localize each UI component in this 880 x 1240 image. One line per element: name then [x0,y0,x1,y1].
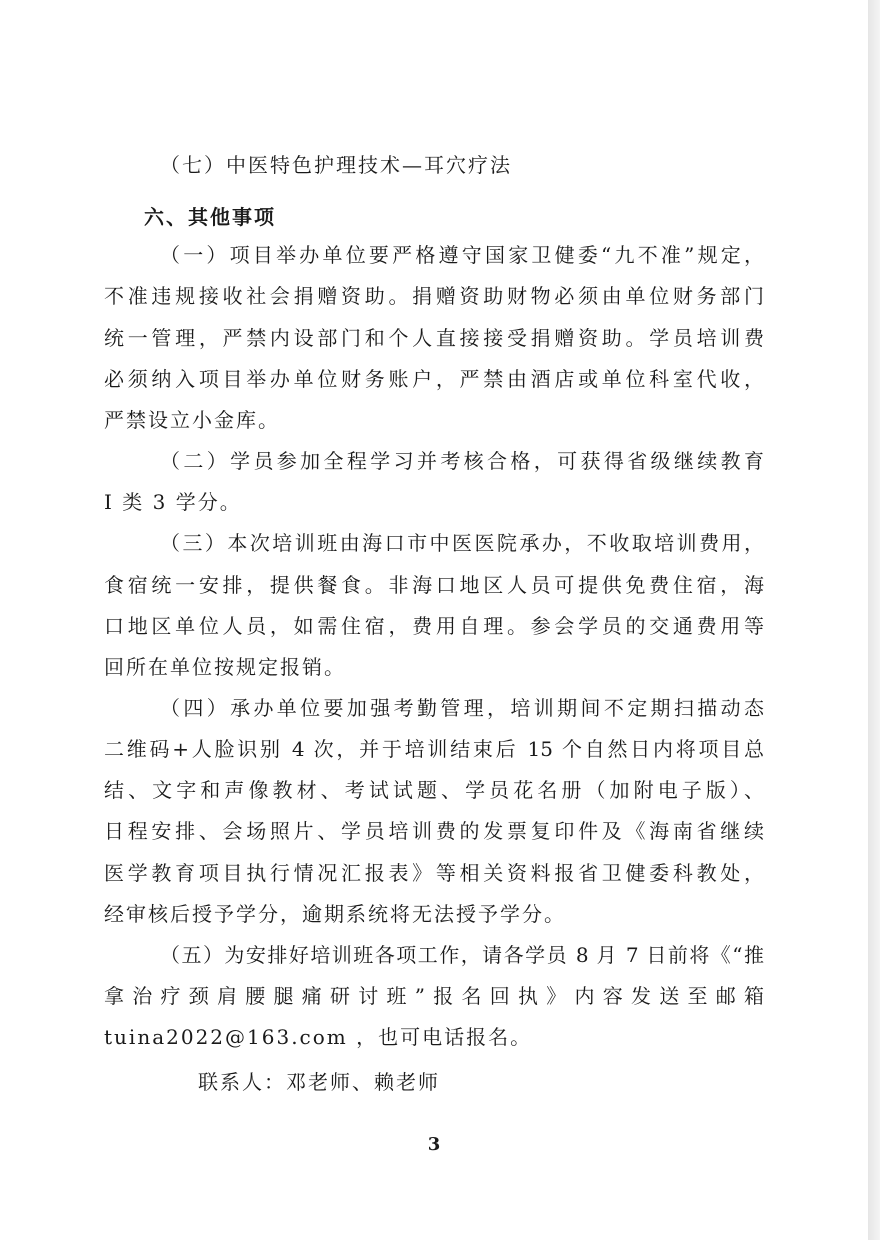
paragraph-4-line-2: 二维码+人脸识别 4 次，并于培训结束后 15 个自然日内将项目总 [104,737,764,761]
paragraph-2-line-2: I 类 3 学分。 [104,490,242,514]
page-edge-shadow [868,0,880,1240]
paragraph-4-line-4: 日程安排、会场照片、学员培训费的发票复印件及《海南省继续 [104,819,764,843]
paragraph-3-line-3: 口地区单位人员，如需住宿，费用自理。参会学员的交通费用等 [104,614,764,638]
page-number: 3 [427,1134,441,1155]
paragraph-4-line-6: 经审核后授予学分，逾期系统将无法授予学分。 [104,902,566,926]
section-heading-other-matters: 六、其他事项 [144,205,276,229]
paragraph-1-line-1: （一）项目举办单位要严格遵守国家卫健委“九不准”规定， [160,243,764,267]
paragraph-5-line-2: 拿治疗颈肩腰腿痛研讨班”报名回执》内容发送至邮箱 [104,984,764,1008]
paragraph-1-line-5: 严禁设立小金库。 [104,408,280,432]
paragraph-5-line-3: tuina2022@163.com ，也可电话报名。 [104,1025,533,1049]
paragraph-5-line-1: （五）为安排好培训班各项工作，请各学员 8 月 7 日前将《“推 [160,943,764,967]
paragraph-4-line-3: 结、文字和声像教材、考试试题、学员花名册（加附电子版）、 [104,778,764,802]
contact-person: 联系人：邓老师、赖老师 [198,1070,440,1094]
paragraph-1-line-2: 不准违规接收社会捐赠资助。捐赠资助财物必须由单位财务部门 [104,284,764,308]
list-item-7-heading: （七）中医特色护理技术—耳穴疗法 [160,153,512,177]
paragraph-3-line-4: 回所在单位按规定报销。 [104,655,346,679]
paragraph-1-line-3: 统一管理，严禁内设部门和个人直接接受捐赠资助。学员培训费 [104,326,764,350]
paragraph-3-line-1: （三）本次培训班由海口市中医医院承办，不收取培训费用， [160,531,764,555]
paragraph-1-line-4: 必须纳入项目举办单位财务账户，严禁由酒店或单位科室代收， [104,367,764,391]
paragraph-4-line-5: 医学教育项目执行情况汇报表》等相关资料报省卫健委科教处， [104,861,764,885]
paragraph-3-line-2: 食宿统一安排，提供餐食。非海口地区人员可提供免费住宿，海 [104,573,764,597]
paragraph-4-line-1: （四）承办单位要加强考勤管理，培训期间不定期扫描动态 [160,696,764,720]
paragraph-2-line-1: （二）学员参加全程学习并考核合格，可获得省级继续教育 [160,449,764,473]
